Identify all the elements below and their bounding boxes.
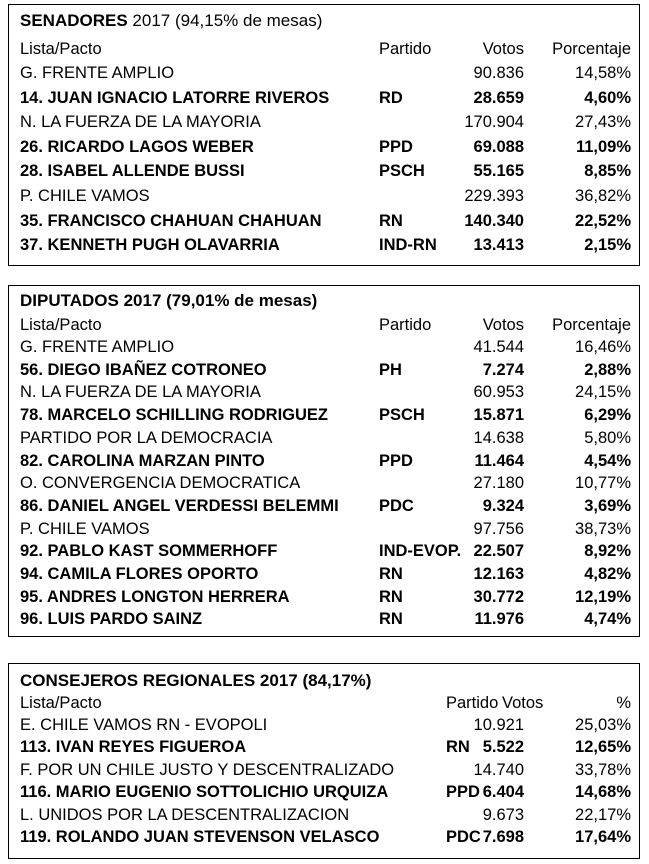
table-row	[9, 714, 639, 736]
table-row	[9, 826, 639, 848]
row-party: PH	[379, 360, 402, 379]
row-name: 92. PABLO KAST SOMMERHOFF	[20, 542, 278, 561]
table-row	[9, 586, 639, 608]
diputados-title: DIPUTADOS 2017 (79,01% de mesas)	[20, 291, 318, 310]
row-name: 14. JUAN IGNACIO LATORRE RIVEROS	[20, 88, 330, 107]
row-party: RN	[446, 738, 470, 757]
table-row	[9, 404, 639, 426]
table-row	[9, 185, 639, 207]
header-porcentaje: Porcentaje	[552, 316, 631, 334]
row-percentage: 4,54%	[584, 451, 631, 470]
header-partido: Partido	[379, 40, 432, 58]
row-votes: 60.953	[473, 383, 524, 402]
row-party: PSCH	[379, 162, 425, 181]
row-percentage: 11,09%	[575, 137, 631, 156]
row-name: 56. DIEGO IBAÑEZ COTRONEO	[20, 360, 267, 379]
row-votes: 7.698	[482, 828, 524, 846]
row-name: 26. RICARDO LAGOS WEBER	[20, 137, 254, 156]
table-row	[9, 495, 639, 517]
header-porcentaje: %	[616, 694, 631, 712]
row-party: RD	[379, 88, 403, 107]
row-percentage: 2,15%	[584, 236, 631, 255]
row-party: PPD	[379, 137, 413, 156]
row-percentage: 16,46%	[575, 338, 631, 356]
row-name: N. LA FUERZA DE LA MAYORIA	[20, 383, 261, 402]
senadores-header-row	[9, 38, 639, 60]
row-percentage: 25,03%	[575, 716, 631, 734]
row-name: G. FRENTE AMPLIO	[20, 64, 175, 82]
row-percentage: 33,78%	[575, 760, 631, 779]
row-votes: 55.165	[473, 162, 524, 181]
row-name: 82. CAROLINA MARZAN PINTO	[20, 451, 265, 470]
header-votos: Votos	[502, 694, 544, 712]
row-votes: 97.756	[473, 519, 524, 538]
table-row	[9, 450, 639, 472]
table-row	[9, 472, 639, 494]
table-row	[9, 540, 639, 562]
row-votes: 12.163	[473, 565, 524, 583]
row-votes: 30.772	[473, 587, 524, 606]
header-partido: Partido	[379, 316, 432, 334]
header-lista: Lista/Pacto	[20, 40, 102, 58]
row-name: L. UNIDOS POR LA DESCENTRALIZACION	[20, 805, 350, 824]
row-name: 35. FRANCISCO CHAHUAN CHAHUAN	[20, 211, 322, 230]
row-votes: 14.638	[473, 428, 524, 447]
header-partido: Partido	[446, 694, 499, 712]
row-votes: 90.836	[473, 64, 524, 82]
row-percentage: 8,85%	[584, 162, 631, 181]
row-percentage: 4,60%	[584, 88, 631, 107]
table-row	[9, 336, 639, 358]
row-percentage: 14,68%	[575, 783, 631, 802]
row-party: RN	[379, 565, 403, 583]
row-name: 113. IVAN REYES FIGUEROA	[20, 738, 247, 757]
row-name: 37. KENNETH PUGH OLAVARRIA	[20, 236, 280, 255]
row-percentage: 2,88%	[584, 360, 631, 379]
row-votes: 22.507	[473, 542, 524, 561]
table-row	[9, 563, 639, 585]
table-row	[9, 111, 639, 133]
row-percentage: 22,52%	[575, 211, 631, 230]
row-votes: 11.976	[474, 610, 524, 629]
row-name: 96. LUIS PARDO SAINZ	[20, 610, 203, 629]
row-percentage: 4,74%	[584, 610, 631, 629]
row-votes: 170.904	[464, 113, 524, 132]
table-row	[9, 136, 639, 158]
table-row	[9, 781, 639, 803]
row-name: F. POR UN CHILE JUSTO Y DESCENTRALIZADO	[20, 760, 395, 779]
table-row	[9, 427, 639, 449]
row-name: 86. DANIEL ANGEL VERDESSI BELEMMI	[20, 496, 339, 515]
row-votes: 15.871	[473, 406, 524, 425]
table-row	[9, 87, 639, 109]
row-name: PARTIDO POR LA DEMOCRACIA	[20, 428, 273, 447]
row-name: O. CONVERGENCIA DEMOCRATICA	[20, 474, 301, 493]
row-name: P. CHILE VAMOS	[20, 187, 150, 205]
senadores-table	[8, 4, 640, 266]
row-percentage: 27,43%	[575, 113, 631, 132]
row-percentage: 17,64%	[575, 828, 631, 846]
table-row	[9, 234, 639, 256]
header-votos: Votos	[482, 316, 524, 334]
row-percentage: 6,29%	[584, 406, 631, 425]
row-party: PPD	[379, 451, 413, 470]
row-votes: 41.544	[473, 338, 524, 356]
row-votes: 5.522	[482, 738, 524, 757]
table-row	[9, 62, 639, 84]
row-name: E. CHILE VAMOS RN - EVOPOLI	[20, 716, 268, 734]
row-percentage: 5,80%	[584, 428, 631, 447]
table-row	[9, 804, 639, 826]
row-percentage: 10,77%	[575, 474, 631, 493]
table-row	[9, 359, 639, 381]
row-party: RN	[379, 610, 403, 629]
table-row	[9, 518, 639, 540]
header-porcentaje: Porcentaje	[552, 40, 631, 58]
consejeros-table	[8, 663, 640, 859]
row-name: 119. ROLANDO JUAN STEVENSON VELASCO	[20, 828, 380, 846]
row-name: 78. MARCELO SCHILLING RODRIGUEZ	[20, 406, 329, 425]
row-percentage: 38,73%	[575, 519, 631, 538]
row-percentage: 4,82%	[584, 565, 631, 583]
header-lista: Lista/Pacto	[20, 316, 102, 334]
row-party: PSCH	[379, 406, 425, 425]
row-party: RN	[379, 587, 403, 606]
consejeros-title: CONSEJEROS REGIONALES 2017 (84,17%)	[20, 671, 372, 690]
table-row	[9, 381, 639, 403]
table-row	[9, 608, 639, 630]
row-name: 94. CAMILA FLORES OPORTO	[20, 565, 259, 583]
row-name: N. LA FUERZA DE LA MAYORIA	[20, 113, 261, 132]
row-party: RN	[379, 211, 403, 230]
row-votes: 28.659	[473, 88, 524, 107]
row-name: 116. MARIO EUGENIO SOTTOLICHIO URQUIZA	[20, 783, 389, 802]
row-party: PDC	[379, 496, 414, 515]
row-votes: 9.673	[482, 805, 524, 824]
row-party: IND-RN	[379, 236, 437, 255]
row-name: 95. ANDRES LONGTON HERRERA	[20, 587, 290, 606]
row-votes: 69.088	[473, 137, 524, 156]
row-votes: 6.404	[482, 783, 524, 802]
consejeros-header-row	[9, 692, 639, 714]
table-row	[9, 160, 639, 182]
diputados-table	[8, 285, 640, 637]
diputados-header-row	[9, 314, 639, 336]
row-percentage: 24,15%	[575, 383, 631, 402]
row-party: PPD	[446, 783, 480, 802]
row-percentage: 14,58%	[575, 64, 631, 82]
row-votes: 7.274	[482, 360, 524, 379]
row-votes: 11.464	[474, 451, 524, 470]
row-votes: 14.740	[473, 760, 524, 779]
row-name: G. FRENTE AMPLIO	[20, 338, 175, 356]
row-votes: 229.393	[464, 187, 524, 205]
row-percentage: 12,65%	[575, 738, 631, 757]
row-name: P. CHILE VAMOS	[20, 519, 150, 538]
row-percentage: 3,69%	[584, 496, 631, 515]
row-votes: 10.921	[473, 716, 524, 734]
row-votes: 27.180	[473, 474, 524, 493]
table-row	[9, 210, 639, 232]
row-percentage: 36,82%	[575, 187, 631, 205]
table-row	[9, 759, 639, 781]
table-row	[9, 736, 639, 758]
row-votes: 140.340	[464, 211, 524, 230]
senadores-title: SENADORES 2017 (94,15% de mesas)	[20, 11, 323, 30]
row-party: PDC	[446, 828, 481, 846]
row-votes: 9.324	[482, 496, 524, 515]
row-votes: 13.413	[473, 236, 524, 255]
row-percentage: 8,92%	[584, 542, 631, 561]
row-name: 28. ISABEL ALLENDE BUSSI	[20, 162, 245, 181]
row-percentage: 12,19%	[575, 587, 631, 606]
header-lista: Lista/Pacto	[20, 694, 102, 712]
header-votos: Votos	[482, 40, 524, 58]
row-percentage: 22,17%	[575, 805, 631, 824]
row-party: IND-EVOP.	[379, 542, 462, 561]
